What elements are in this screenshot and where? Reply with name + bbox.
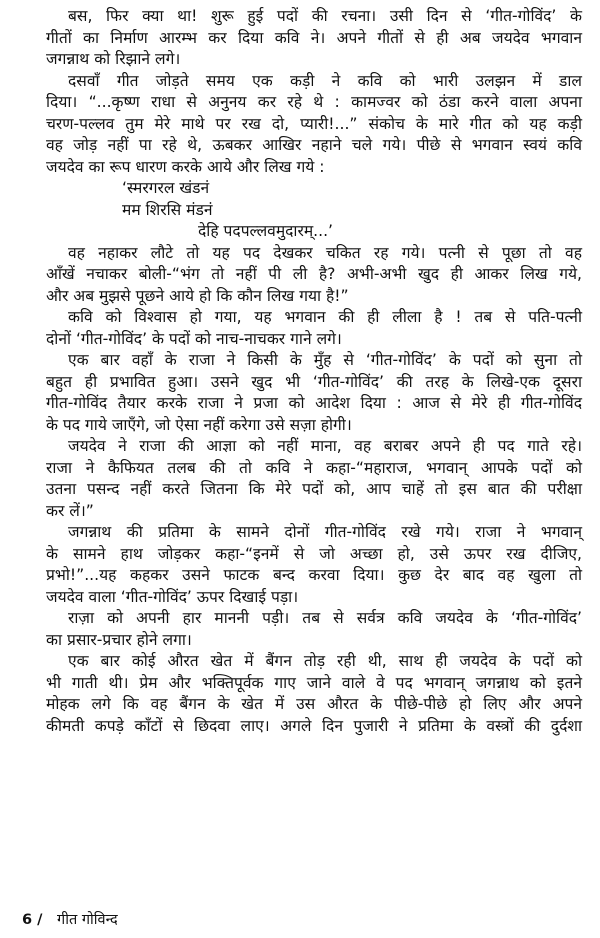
paragraph [46,608,582,651]
text-line: राज़ा को अपनी हार माननी पड़ी। तब से सर्वत्र कवि जयदेव के ‘गीत-गोविंद’ [68,609,582,627]
text-line: जयदेव का रूप धारण करके आये और लिख गये : [46,157,325,176]
text-line: कवि को विश्वास हो गया, यह भगवान की ही लीला है ! तब से पति-पत्नी [68,308,582,326]
text-line: बस, फिर क्या था! शुरू हुई पदों की रचना। उसी दिन से ‘गीत-गोविंद’ के [68,7,582,25]
text-line: मोहक लगे कि वह बैंगन के खेत में उस औरत के पीछे-पीछे हो लिए और अपने [46,695,582,713]
paragraph [46,522,582,608]
paragraph [46,243,582,308]
text-line: भी गाती थी। प्रेम और भक्तिपूर्वक गाए जाने वाले वे पद भगवान् जगन्नाथ को इतने [46,673,582,692]
page-number: 6 / [22,912,43,928]
running-title: गीत गोविन्द [57,912,118,928]
verse-line: देहि पदपल्लवमुदारम्...’ [198,222,334,240]
text-line: उतना पसन्द नहीं करते जितना कि मेरे पदों को, आप चाहें तो इस बात की परीक्षा [46,480,582,498]
body-text [46,6,582,737]
text-line: आँखें नचाकर बोली-“भंग तो नहीं पी ली है? अभी-अभी खुद ही आकर लिख गये, [46,265,582,283]
text-line: दोनों ‘गीत-गोविंद’ के पदों को नाच-नाचकर गाने लगे। [46,329,342,348]
text-line: और अब मुझसे पूछने आये हो कि कौन लिख गया है!” [46,286,349,305]
text-line: गीतों का निर्माण आरम्भ कर दिया कवि ने। अपने गीतों से ही अब जयदेव भगवान [46,28,582,47]
text-line: बहुत ही प्रभावित हुआ। उसने खुद भी ‘गीत-गोविंद’ की तरह के लिखे-एक दूसरा [46,372,582,391]
verse-quote [46,178,582,243]
text-line: गीत-गोविंद तैयार करके राजा ने प्रजा को आदेश दिया : आज से मेरे ही गीत-गोविंद [46,394,582,412]
text-line: कीमती कपड़े काँटों से छिदवा लाए। अगले दिन पुजारी ने प्रतिमा के वस्त्रों की दुर्दशा [46,716,582,735]
text-line: जयदेव ने राजा की आज्ञा को नहीं माना, वह बराबर अपने ही पद गाते रहे। [68,437,582,455]
text-line: का प्रसार-प्रचार होने लगा। [46,630,192,649]
verse-line: ‘स्मरगरल खंडनं [122,179,210,197]
text-line: जगन्नाथ की प्रतिमा के सामने दोनों गीत-गोविंद रखे गये। राजा ने भगवान् [68,523,582,541]
text-line: कर लें।” [46,501,94,520]
paragraph [46,71,582,179]
text-line: दिया। “...कृष्ण राधा से अनुनय कर रहे थे : कामज्वर को ठंडा करने वाला अपना [46,93,582,111]
text-line: जगन्नाथ को रिझाने लगे। [46,50,181,68]
text-line: प्रभो!”...यह कहकर उसने फाटक बन्द करवा दिया। कुछ देर बाद वह खुला तो [46,566,582,584]
text-line: चरण-पल्लव तुम मेरे माथे पर रख दो, प्यारी!...” संकोच के मारे गीत को यह कड़ी [46,114,582,133]
text-line: के पद गाये जाएँगे, जो ऐसा नहीं करेगा उसे सज़ा होगी। [46,415,352,434]
verse-line: मम शिरसि मंडनं [122,200,213,219]
paragraph [46,651,582,737]
paragraph [46,350,582,436]
page-footer [22,910,118,930]
text-line: एक बार वहाँ के राजा ने किसी के मुँह से ‘गीत-गोविंद’ के पदों को सुना तो [68,351,582,369]
text-line: एक बार कोई औरत खेत में बैंगन तोड़ रही थी, साथ ही जयदेव के पदों को [68,652,582,670]
text-line: वह जोड़ नहीं पा रहे थे, ऊबकर आखिर नहाने चले गये। पीछे से भगवान स्वयं कवि [46,136,582,154]
text-line: के सामने हाथ जोड़कर कहा-“इनमें से जो अच्छा हो, उसे ऊपर रख दीजिए, [46,544,582,563]
text-line: वह नहाकर लौटे तो यह पद देखकर चकित रह गये। पत्नी से पूछा तो वह [68,243,582,262]
text-line: राजा ने कैफियत तलब की तो कवि ने कहा-“महाराज, भगवान् आपके पदों को [46,458,582,477]
paragraph [46,307,582,350]
paragraph [46,6,582,71]
text-line: दसवाँ गीत जोड़ते समय एक कड़ी ने कवि को भारी उलझन में डाल [68,71,582,90]
text-line: जयदेव वाला ‘गीत-गोविंद’ ऊपर दिखाई पड़ा। [46,587,299,606]
paragraph [46,436,582,522]
